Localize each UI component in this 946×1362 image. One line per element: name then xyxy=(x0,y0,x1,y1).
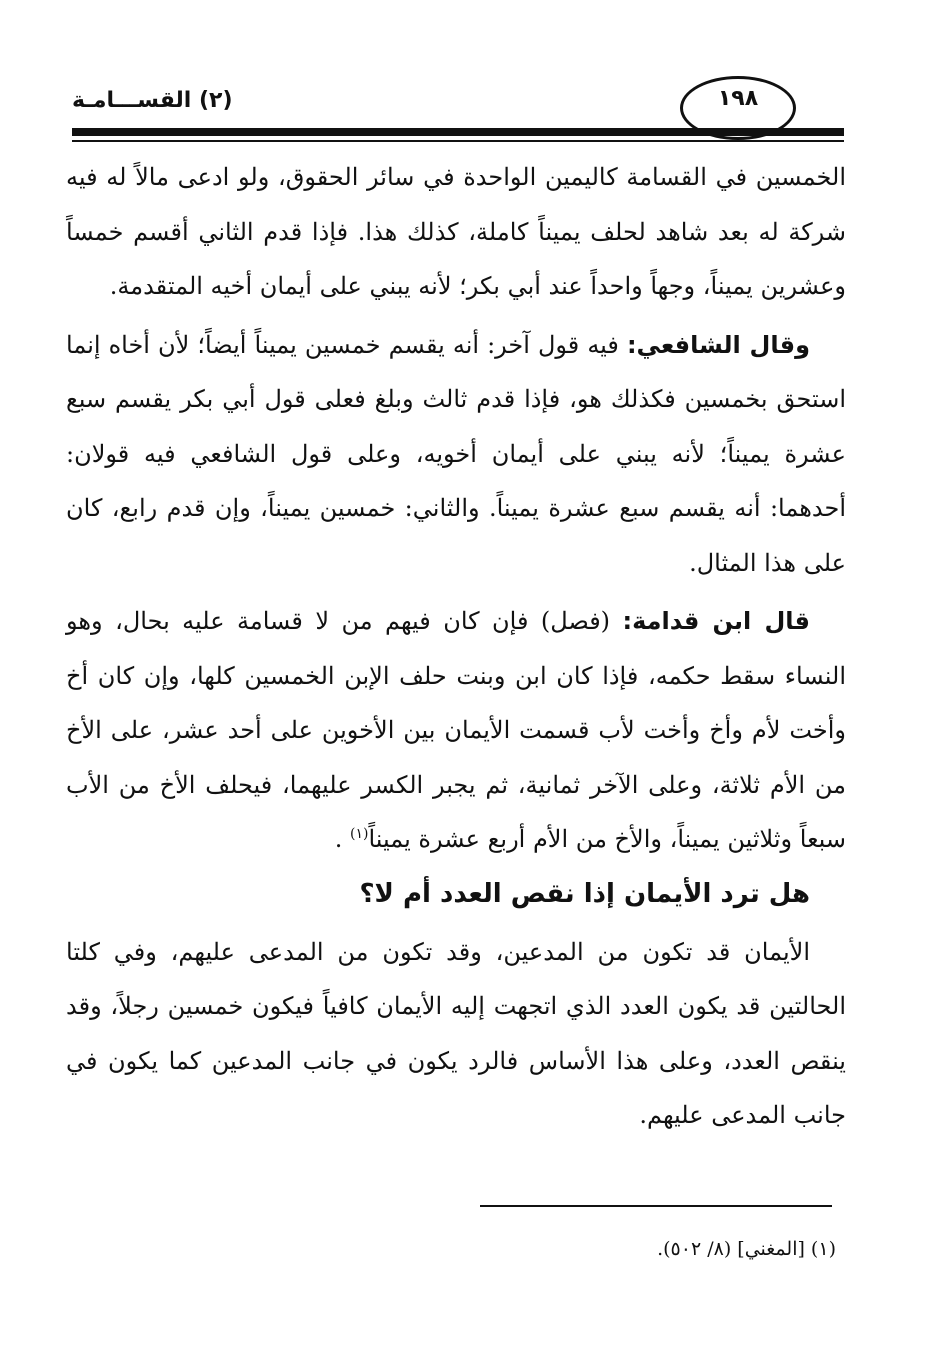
header-rule-thick xyxy=(72,128,844,136)
footnote-separator xyxy=(480,1205,832,1207)
section-heading: هل ترد الأيمان إذا نقص العدد أم لا؟ xyxy=(359,878,810,909)
paragraph-2-lead: وقال الشافعي: xyxy=(626,330,810,359)
paragraph-3-end: . xyxy=(334,825,350,853)
footnote-marker: (١) xyxy=(349,826,369,842)
body-text xyxy=(66,150,846,1143)
header-rule-thin xyxy=(72,140,844,142)
paragraph-3-text: (فصل) فإن كان فيهم من لا قسامة عليه بحال، وهو النساء سقط حكمه، فإذا كان ابن وبنت حلف الإبن الخمسين كلها، وإن كان أخ وأخت لأم وأخ وأخت لأب قسمت الأيمان بين الأخوين على أحد عشر، على الأخ من الأم ثلاثة، وعلى الآخر ثمانية، ثم يجبر الكسر عليهما، فيحلف الأخ من الأب سبعاً وثلاثين يميناً، والأخ من الأم أربع عشرة يميناً xyxy=(66,607,846,853)
paragraph-3-lead: قال ابن قدامة: xyxy=(622,607,810,635)
paragraph-3 xyxy=(66,594,846,867)
paragraph-4: الأيمان قد تكون من المدعين، وقد تكون من المدعى عليهم، وفي كلتا الحالتين قد يكون العدد الذي اتجهت إليه الأيمان كافياً فيكون خمسين رجلاً، وقد ينقص العدد، وعلى هذا الأساس فالرد يكون في جانب المدعين كما يكون في جانب المدعى عليهم. xyxy=(66,937,846,1129)
footnote: (١) [المغني] (٨/ ٥٠٢). xyxy=(657,1238,836,1260)
page-number: ١٩٨ xyxy=(717,86,759,111)
running-title: (٢) القســـامـة xyxy=(72,88,233,113)
paragraph-1: الخمسين في القسامة كاليمين الواحدة في سائر الحقوق، ولو ادعى مالاً له فيه شركة له بعد شاهد لحلف يميناً كاملة، كذلك هذا. فإذا قدم الثاني أقسم خمساً وعشرين يميناً، وجهاً واحداً عند أبي بكر؛ لأنه يبني على أيمان أخيه المتقدمة. xyxy=(66,163,846,300)
paragraph-2 xyxy=(66,318,846,591)
paragraph-2-text: فيه قول آخر: أنه يقسم خمسين يميناً أيضاً؛ لأن أخاه إنما استحق بخمسين فكذلك هو، فإذا قدم ثالث وبلغ فعلى قول أبي بكر يقسم سبع عشرة يميناً؛ لأنه يبني على أيمان أخويه، وعلى قول الشافعي فيه قولان: أحدهما: أنه يقسم سبع عشرة يميناً. والثاني: خمسين يميناً، وإن قدم رابع، كان على هذا المثال. xyxy=(66,330,846,577)
